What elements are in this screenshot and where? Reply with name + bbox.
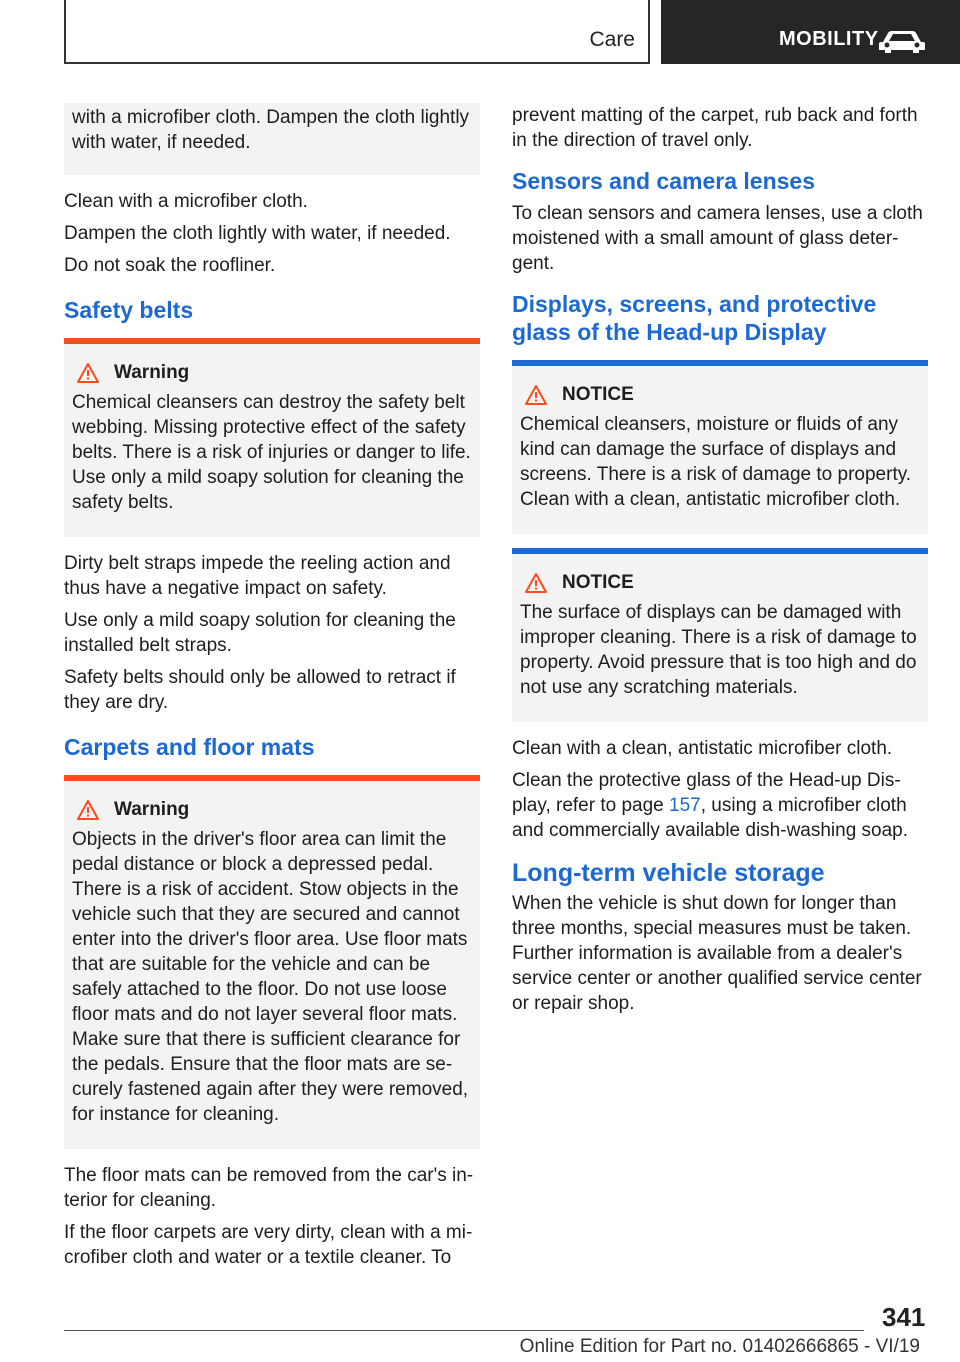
warning-triangle-icon <box>76 799 100 821</box>
heading-sensors: Sensors and camera lenses <box>512 168 815 194</box>
page-number: 341 <box>882 1302 926 1332</box>
paragraph: Clean with a clean, antistatic microfiber cloth. <box>512 738 893 759</box>
heading-safety-belts: Safety belts <box>64 297 194 323</box>
warning-triangle-icon <box>76 362 100 384</box>
paragraph: Dirty belt straps impede the reeling action and thus have a negative impact on safety. <box>64 553 451 599</box>
notice-title: NOTICE <box>562 384 634 405</box>
header-chapter-title: MOBILITY <box>779 28 879 50</box>
right-column <box>512 103 928 1023</box>
paragraph: Clean with a microfiber cloth. <box>64 191 308 212</box>
warning-text: Objects in the driver's floor area can limit the pedal distance or block a depressed pedal. There is a risk of accident. Stow objects in the vehicle such that they are secured and cannot enter into the driver's floor area. Use floor mats that are suitable for the vehicle and can be safely attached to the floor. Do not use loose floor mats and do not layer several floor mats. Make sure that there is sufficient clearance for the pedals. Ensure that the floor mats are se‐ curely fastened again after they were removed, for instance for cleaning. <box>72 829 469 1125</box>
paragraph: Do not soak the roofliner. <box>64 255 276 276</box>
footer-divider <box>64 1330 864 1331</box>
header-section-title: Care <box>589 28 635 51</box>
warning-title: Warning <box>114 362 190 383</box>
car-icon <box>877 28 927 54</box>
left-column <box>64 103 480 1277</box>
warning-box-floor-mats <box>64 775 480 1149</box>
paragraph: Safety belts should only be allowed to retract if they are dry. <box>64 667 456 713</box>
notice-title: NOTICE <box>562 572 634 593</box>
notice-text: Chemical cleansers, moisture or fluids of any kind can damage the surface of displays and screens. There is a risk of damage to property. Clean with a clean, antistatic microfiber cloth. <box>520 414 912 510</box>
paragraph: Dampen the cloth lightly with water, if needed. <box>64 223 451 244</box>
notice-box-chemicals <box>512 360 928 534</box>
paragraph: When the vehicle is shut down for longer than three months, special measures must be taken. Further information is available from a dealer's service center or another qualified service center or repair shop. <box>512 893 922 1014</box>
continued-text: with a microfiber cloth. Dampen the cloth lightly with water, if needed. <box>72 107 470 153</box>
notice-box-surface <box>512 548 928 722</box>
header-bottom-border <box>64 62 650 64</box>
paragraph: Use only a mild soapy solution for cleaning the installed belt straps. <box>64 610 456 656</box>
notice-triangle-icon <box>524 384 548 406</box>
notice-triangle-icon <box>524 572 548 594</box>
heading-carpets: Carpets and floor mats <box>64 734 315 760</box>
text-segment: Clean the protective glass of the Head-up Dis‐ play, refer to page <box>512 770 901 816</box>
footer-edition: Online Edition for Part no. 01402666865 - VI/19 <box>519 1336 920 1357</box>
header-right-border <box>648 0 650 64</box>
warning-box-safety-belts <box>64 338 480 537</box>
paragraph: The floor mats can be removed from the car's in‐ terior for cleaning. <box>64 1165 474 1211</box>
paragraph: To clean sensors and camera lenses, use a cloth moistened with a small amount of glass deter‐ gent. <box>512 203 923 274</box>
heading-displays: Displays, screens, and protective glass of the Head-up Display <box>512 291 877 345</box>
paragraph: If the floor carpets are very dirty, clean with a mi‐ crofiber cloth and water or a textile cleaner. To <box>64 1222 473 1268</box>
paragraph-with-page-ref <box>512 768 928 843</box>
text-segment: , using a microfiber cloth and commercially available dish-washing soap. <box>512 795 909 841</box>
warning-text: Chemical cleansers can destroy the safety belt webbing. Missing protective effect of the safety belts. There is a risk of injuries or danger to life. Use only a mild soapy solution for cleaning the safety belts. <box>72 392 471 513</box>
header-chapter-tab[interactable] <box>661 0 960 64</box>
heading-long-term-storage: Long-term vehicle storage <box>512 859 825 887</box>
notice-text: The surface of displays can be damaged with improper cleaning. There is a risk of damage to property. Avoid pressure that is too high and do not use any scratching materials. <box>520 602 917 698</box>
warning-title: Warning <box>114 799 190 820</box>
header-left-border <box>64 0 66 64</box>
paragraph: prevent matting of the carpet, rub back and forth in the direction of travel only. <box>512 105 918 151</box>
page-reference-link[interactable]: 157 <box>669 795 701 816</box>
continued-info-box <box>64 103 480 175</box>
